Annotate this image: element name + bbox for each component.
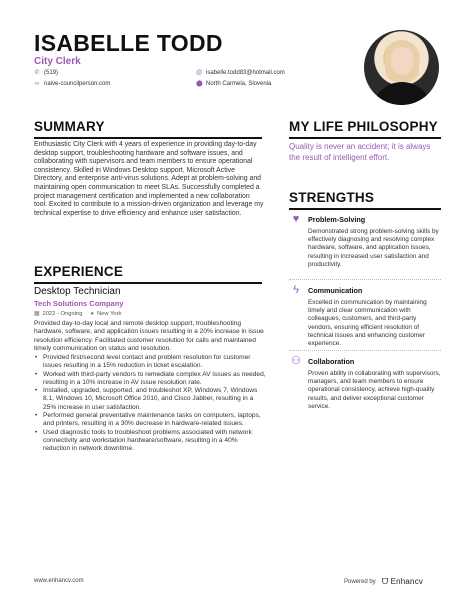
phone-contact (34, 70, 58, 76)
strength-desc: Proven ability in collaborating with supervisors, managers, and team members to ensure operational consistency, achieve high-quality results, and deliver exceptional customer service. (308, 370, 441, 410)
footer-site[interactable]: www.enhancv.com (34, 578, 84, 584)
strength-name: Collaboration (308, 356, 355, 366)
brand-mark-icon: ᗜ (381, 577, 389, 586)
job-description: Provided day-to-day local and remote desktop support, troubleshooting hardware, software, and application issues resulting in a 20% increase in issue resolution efficiency. Facilitated customer resolution for calls and maintained timely communication on status and resolution. (34, 320, 264, 352)
location-pin-icon: ● (90, 311, 94, 317)
email-text[interactable]: isabelle.todd83@hotmail.com (206, 70, 285, 76)
heart-icon: ♥ (292, 213, 300, 225)
job-meta (34, 311, 121, 317)
list-item: • Installed, upgraded, supported, and troubleshot XP, Windows 7, Windows 8.1, Windows 10, Microsoft Office 2010, and Cisco Jabber, resulting in a 25% increase in user satisfaction. (34, 387, 266, 412)
job-dates: 2022 - Ongoing (42, 311, 83, 317)
strengths-divider (289, 208, 441, 210)
strength-item (289, 284, 441, 348)
strength-desc: Demonstrated strong problem-solving skills by effectively diagnosing and resolving complex hardware, software, and application issues, resulting in increased user satisfaction and productivity. (308, 228, 439, 268)
strength-name: Problem-Solving (308, 214, 366, 224)
list-item: • Performed general preventative maintenance tasks on computers, laptops, and printers, resulting in a 30% decrease in hardware-related issues. (34, 412, 266, 429)
strengths-heading: STRENGTHS (289, 190, 375, 205)
strength-item (289, 355, 441, 411)
calendar-icon: ▦ (34, 311, 40, 317)
list-item: • Worked with third-party vendors to remediate complex AV issues as needed, resulting in a 10% increase in AV issue resolution rate. (34, 371, 266, 388)
philosophy-divider (289, 137, 441, 139)
location-contact (196, 81, 271, 87)
experience-divider (34, 282, 262, 284)
job-title: Desktop Technician (34, 286, 121, 297)
strength-separator (289, 350, 441, 351)
phone-icon: ✆ (34, 70, 40, 76)
email-contact[interactable] (196, 70, 285, 76)
at-icon: @ (196, 70, 203, 76)
website-contact[interactable] (34, 81, 110, 87)
experience-heading: EXPERIENCE (34, 264, 124, 279)
website-text[interactable]: naive-councilperson.com (44, 81, 111, 87)
candidate-name: ISABELLE TODD (34, 30, 223, 56)
phone-text: (519) (44, 70, 59, 76)
location-pin-icon: ⬤ (196, 81, 203, 87)
strength-separator (289, 279, 441, 280)
lightning-icon: ϟ (293, 284, 299, 296)
strength-desc: Excelled in communication by maintaining timely and clear communication with colleagues, customers, and third-party vendors, ensuring efficient resolution of technical issues and enhancing customer experience. (308, 299, 427, 348)
profile-photo (364, 30, 439, 105)
philosophy-quote: Quality is never an accident; it is always the result of intelligent effort. (289, 142, 431, 162)
strength-name: Communication (308, 285, 363, 295)
summary-heading: SUMMARY (34, 119, 105, 134)
candidate-role: City Clerk (34, 56, 81, 67)
philosophy-heading: MY LIFE PHILOSOPHY (289, 119, 438, 134)
job-bullets (34, 354, 266, 454)
list-item: • Used diagnostic tools to troubleshoot problems associated with network connectivity and workstation hardware/software, resulting in a 40% reduction in network downtime. (34, 429, 266, 454)
photo-face (391, 47, 413, 75)
job-location: New York (96, 311, 122, 317)
photo-shoulders (372, 82, 432, 105)
enhancv-logo[interactable]: ᗜ Enhancv (381, 577, 424, 586)
link-icon: ∞ (34, 81, 40, 87)
powered-by-label: Powered by (344, 579, 376, 585)
summary-text: Enthusiastic City Clerk with 4 years of experience in providing day-to-day desktop support, troubleshooting hardware and software issues, and collaborating with supervisors and team members to ensure operational consistency. Skilled in Windows Desktop support, Microsoft Active Directory, and enterprise anti-virus solutions. Adept at problem-solving and maintaining open communication to meet SLAs. Successfully completed a project management certification and implemented a new collaboration tool. Excited to contribute to a mission-driven organization and leverage my technical expertise to drive efficiency and enhance user satisfaction. (34, 141, 264, 217)
footer-powered (344, 577, 423, 587)
location-text: North Carmela, Slovenia (206, 81, 272, 87)
list-item: • Provided first/second level contact and problem resolution for customer issues resulting in a 15% reduction in ticket escalation. (34, 354, 266, 371)
summary-divider (34, 137, 262, 139)
collaboration-icon: ⚇ (291, 355, 301, 367)
strength-item (289, 213, 441, 269)
company-name: Tech Solutions Company (34, 299, 124, 308)
